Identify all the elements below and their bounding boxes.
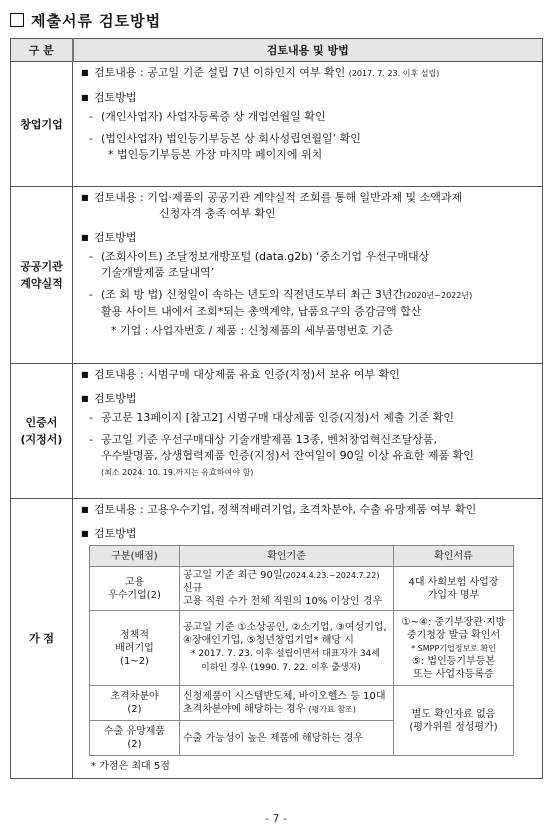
row-content-public-contract: ■ 검토내용 : 기업·제품의 공공기관 계약실적 조회를 통해 일반과제 및 소액과제 신청자격 충족 여부 확인 ■ 검토방법 - (조회사이트) 조달정보개방포털 (data.g2b) ‘중소기업 우선구매대상 기술개발제품 조달내역’ - (조 회 방 법) 신청일이 속하는 년도의 직전년도부터 최근 3년간(2020년~2022년) 활용 사이트 내에서 조회*되는 총액계약, 납품요구의 증감금액 합산 * 기업 : 사업자번호 / 제품 : 신청제품의 세부품명번호 기준: [73, 187, 543, 364]
table-row: [11, 62, 543, 187]
cell-text: 가입자 명부: [427, 589, 480, 601]
row-label-startup: [11, 62, 73, 187]
inner-cell-criteria: [180, 567, 394, 611]
method-item: 공고일 기준 우선구매대상 기술개발제품 13종, 벤처창업혁신조달상품,: [101, 433, 437, 446]
cell-text: (1~2): [120, 655, 149, 667]
method-note: * 법인등기부등본 가장 마지막 페이지에 위치: [108, 148, 323, 161]
row-label-text: 인증서: [25, 416, 58, 429]
inner-cell-criteria: [180, 721, 394, 756]
method-heading: 검토방법: [94, 91, 137, 104]
inner-header-row: [90, 546, 514, 567]
cell-text: 신청제품이 시스템반도체, 바이오헬스 등 10대: [183, 691, 386, 702]
cell-text: 고용: [124, 576, 145, 588]
cell-note: * 2017. 7. 23. 이후 설립이면서 대표자가 34세: [191, 649, 380, 659]
method-heading: 검토방법: [94, 231, 137, 244]
inner-cell-category: [90, 567, 180, 611]
row-label-text: 창업기업: [20, 117, 63, 131]
cell-text: 배려기업: [115, 642, 154, 654]
header-content: 검토내용 및 방법: [73, 39, 543, 62]
method-item: 활용 사이트 내에서 조회*되는 총액계약, 납품요구의 증감금액 합산: [101, 305, 422, 318]
cell-text: ④장애인기업, ⑤청년창업기업* 해당 시: [183, 635, 354, 646]
cell-text: 정책적: [120, 629, 149, 641]
method-item: 우수발명품, 상생협력제품 인증(지정)서 잔여일이 90일 이상 유효한 제품 확인: [101, 449, 474, 462]
cell-text: 공고일 기준 최근 90일: [183, 570, 283, 581]
cell-text: 신규: [183, 583, 203, 594]
cell-note: 이하인 경우 (1990. 7. 22. 이후 출생자): [201, 663, 361, 673]
method-item: (법인사업자) 법인등기부등본 상 회사성립연월일’ 확인: [101, 132, 361, 145]
cell-text: 고용 직원 수가 전체 직원의 10% 이상인 경우: [183, 596, 383, 607]
review-text: 검토내용 : 기업·제품의 공공기관 계약실적 조회를 통해 일반과제 및 소액과제: [94, 191, 463, 204]
inner-header-documents: 확인서류: [394, 546, 514, 567]
table-row: [90, 686, 514, 721]
square-bullet-icon: ■: [81, 505, 89, 514]
cell-text: 4대 사회보험 사업장: [408, 576, 499, 588]
cell-text: (2): [127, 739, 142, 750]
inner-cell-criteria: [180, 611, 394, 686]
cell-text: 수출 유망제품: [103, 726, 166, 737]
cell-text: ⑤: 법인등기부등본: [411, 655, 496, 667]
square-bullet-icon: ■: [81, 233, 89, 242]
inner-cell-category: [90, 721, 180, 756]
cell-text: (2): [127, 704, 142, 715]
review-text: 신청자격 충족 여부 확인: [159, 207, 276, 220]
cell-text: 중기청장 발급 확인서: [406, 629, 501, 641]
method-heading: 검토방법: [94, 527, 137, 540]
cell-text: (평가위원 정성평가): [409, 721, 498, 733]
cell-text: 별도 확인자료 없음: [411, 708, 496, 720]
cell-text: 수출 가능성이 높은 제품에 해당하는 경우: [183, 732, 364, 744]
cell-text: 초격차분야: [110, 691, 159, 702]
cell-note: * SMPP기업정보로 확인: [411, 643, 496, 653]
inner-cell-documents: [394, 611, 514, 686]
method-item: (조회사이트) 조달정보개방포털 (data.g2b) ‘중소기업 우선구매대상: [101, 250, 430, 263]
square-bullet-icon: ■: [81, 529, 89, 538]
row-content-startup: ■ 검토내용 : 공고일 기준 설립 7년 이하인지 여부 확인 (2017. 7. 23. 이후 설립) ■ 검토방법 - (개인사업자) 사업자등록증 상 개업연월일 확인 - (법인사업자) 법인등기부등본 상 회사성립연월일’ 확인 * 법인등기부등본 가장 마지막 페이지에 위치: [73, 62, 543, 187]
method-item: (개인사업자) 사업자등록증 상 개업연월일 확인: [101, 110, 326, 123]
table-row: [90, 611, 514, 686]
method-item: 공고문 13페이지 [참고2] 시범구매 대상제품 인증(지정)서 제출 기준 확인: [101, 411, 455, 424]
row-content-certificate: ■ 검토내용 : 시범구매 대상제품 유효 인증(지정)서 보유 여부 확인 ■ 검토방법 - 공고문 13페이지 [참고2] 시범구매 대상제품 인증(지정)서 제출 기준 확인 - 공고일 기준 우선구매대상 기술개발제품 13종, 벤처창업혁신조달상품, 우수발명품, 상생협력제품 인증(지정)서 잔여일이 90일 이상 유효한 제품 확인 (최소 2024. 10. 19.까지는 유효하여야 함): [73, 364, 543, 499]
square-bullet-icon: ■: [81, 68, 89, 77]
method-small-text: (2020년~2022년): [403, 291, 473, 300]
cell-small-text: (평가표 참조): [308, 705, 356, 714]
square-bullet-icon: ■: [81, 394, 89, 403]
review-small-text: (2017. 7. 23. 이후 설립): [348, 69, 440, 78]
inner-cell-category: [90, 686, 180, 721]
table-row: [11, 364, 543, 499]
cell-text: 또는 사업자등록증: [413, 668, 494, 680]
row-label-text: 가 점: [28, 632, 55, 645]
cell-text: 우수기업(2): [108, 589, 161, 601]
review-text: 검토내용 : 고용우수기업, 정책적배려기업, 초격차분야, 수출 유망제품 여부 확인: [94, 503, 477, 516]
bonus-criteria-table: [89, 545, 514, 756]
cell-text: 초격차분야에 해당하는 경우: [183, 704, 306, 715]
checkbox-square-icon: [10, 13, 24, 27]
row-label-text: (지정서): [20, 433, 63, 446]
row-label-public-contract: [11, 187, 73, 364]
table-row: [11, 187, 543, 364]
method-item: (조 회 방 법) 신청일이 속하는 년도의 직전년도부터 최근 3년간: [101, 288, 404, 301]
square-bullet-icon: ■: [81, 370, 89, 379]
row-label-certificate: [11, 364, 73, 499]
inner-cell-category: [90, 611, 180, 686]
inner-header-category: 구분(배점): [90, 546, 180, 567]
page-number: - 7 -: [265, 812, 287, 825]
square-bullet-icon: ■: [81, 93, 89, 102]
review-text: 검토내용 : 시범구매 대상제품 유효 인증(지정)서 보유 여부 확인: [94, 368, 400, 381]
table-row: [11, 499, 543, 779]
bonus-footnote: * 가점은 최대 5점: [91, 761, 170, 772]
square-bullet-icon: ■: [81, 193, 89, 202]
method-note: * 기업 : 사업자번호 / 제품 : 신청제품의 세부품명번호 기준: [111, 324, 393, 337]
cell-text: ①~④: 중기부장관·지방: [401, 616, 506, 628]
section-title-text: 제출서류 검토방법: [31, 11, 162, 30]
inner-cell-documents: [394, 686, 514, 756]
row-label-text: 공공기관: [20, 260, 63, 273]
cell-text: 공고일 기준 ①소상공인, ②소기업, ③여성기업,: [183, 622, 387, 633]
review-method-table: [10, 38, 543, 779]
table-header-row: [11, 39, 543, 62]
inner-header-criteria: 확인기준: [180, 546, 394, 567]
header-category: 구 분: [11, 39, 73, 62]
cell-small-text: (2024.4.23.~2024.7.22): [282, 571, 380, 580]
method-item: 기술개발제품 조달내역’: [101, 266, 215, 279]
method-heading: 검토방법: [94, 392, 137, 405]
inner-cell-documents: [394, 567, 514, 611]
method-small-text: (최소 2024. 10. 19.까지는 유효하여야 함): [101, 468, 254, 477]
review-text: 검토내용 : 공고일 기준 설립 7년 이하인지 여부 확인: [94, 66, 346, 79]
section-title: [10, 9, 161, 31]
row-label-text: 계약실적: [20, 277, 63, 290]
row-content-bonus: [73, 499, 543, 779]
table-row: [90, 567, 514, 611]
row-label-bonus: [11, 499, 73, 779]
inner-cell-criteria: [180, 686, 394, 721]
